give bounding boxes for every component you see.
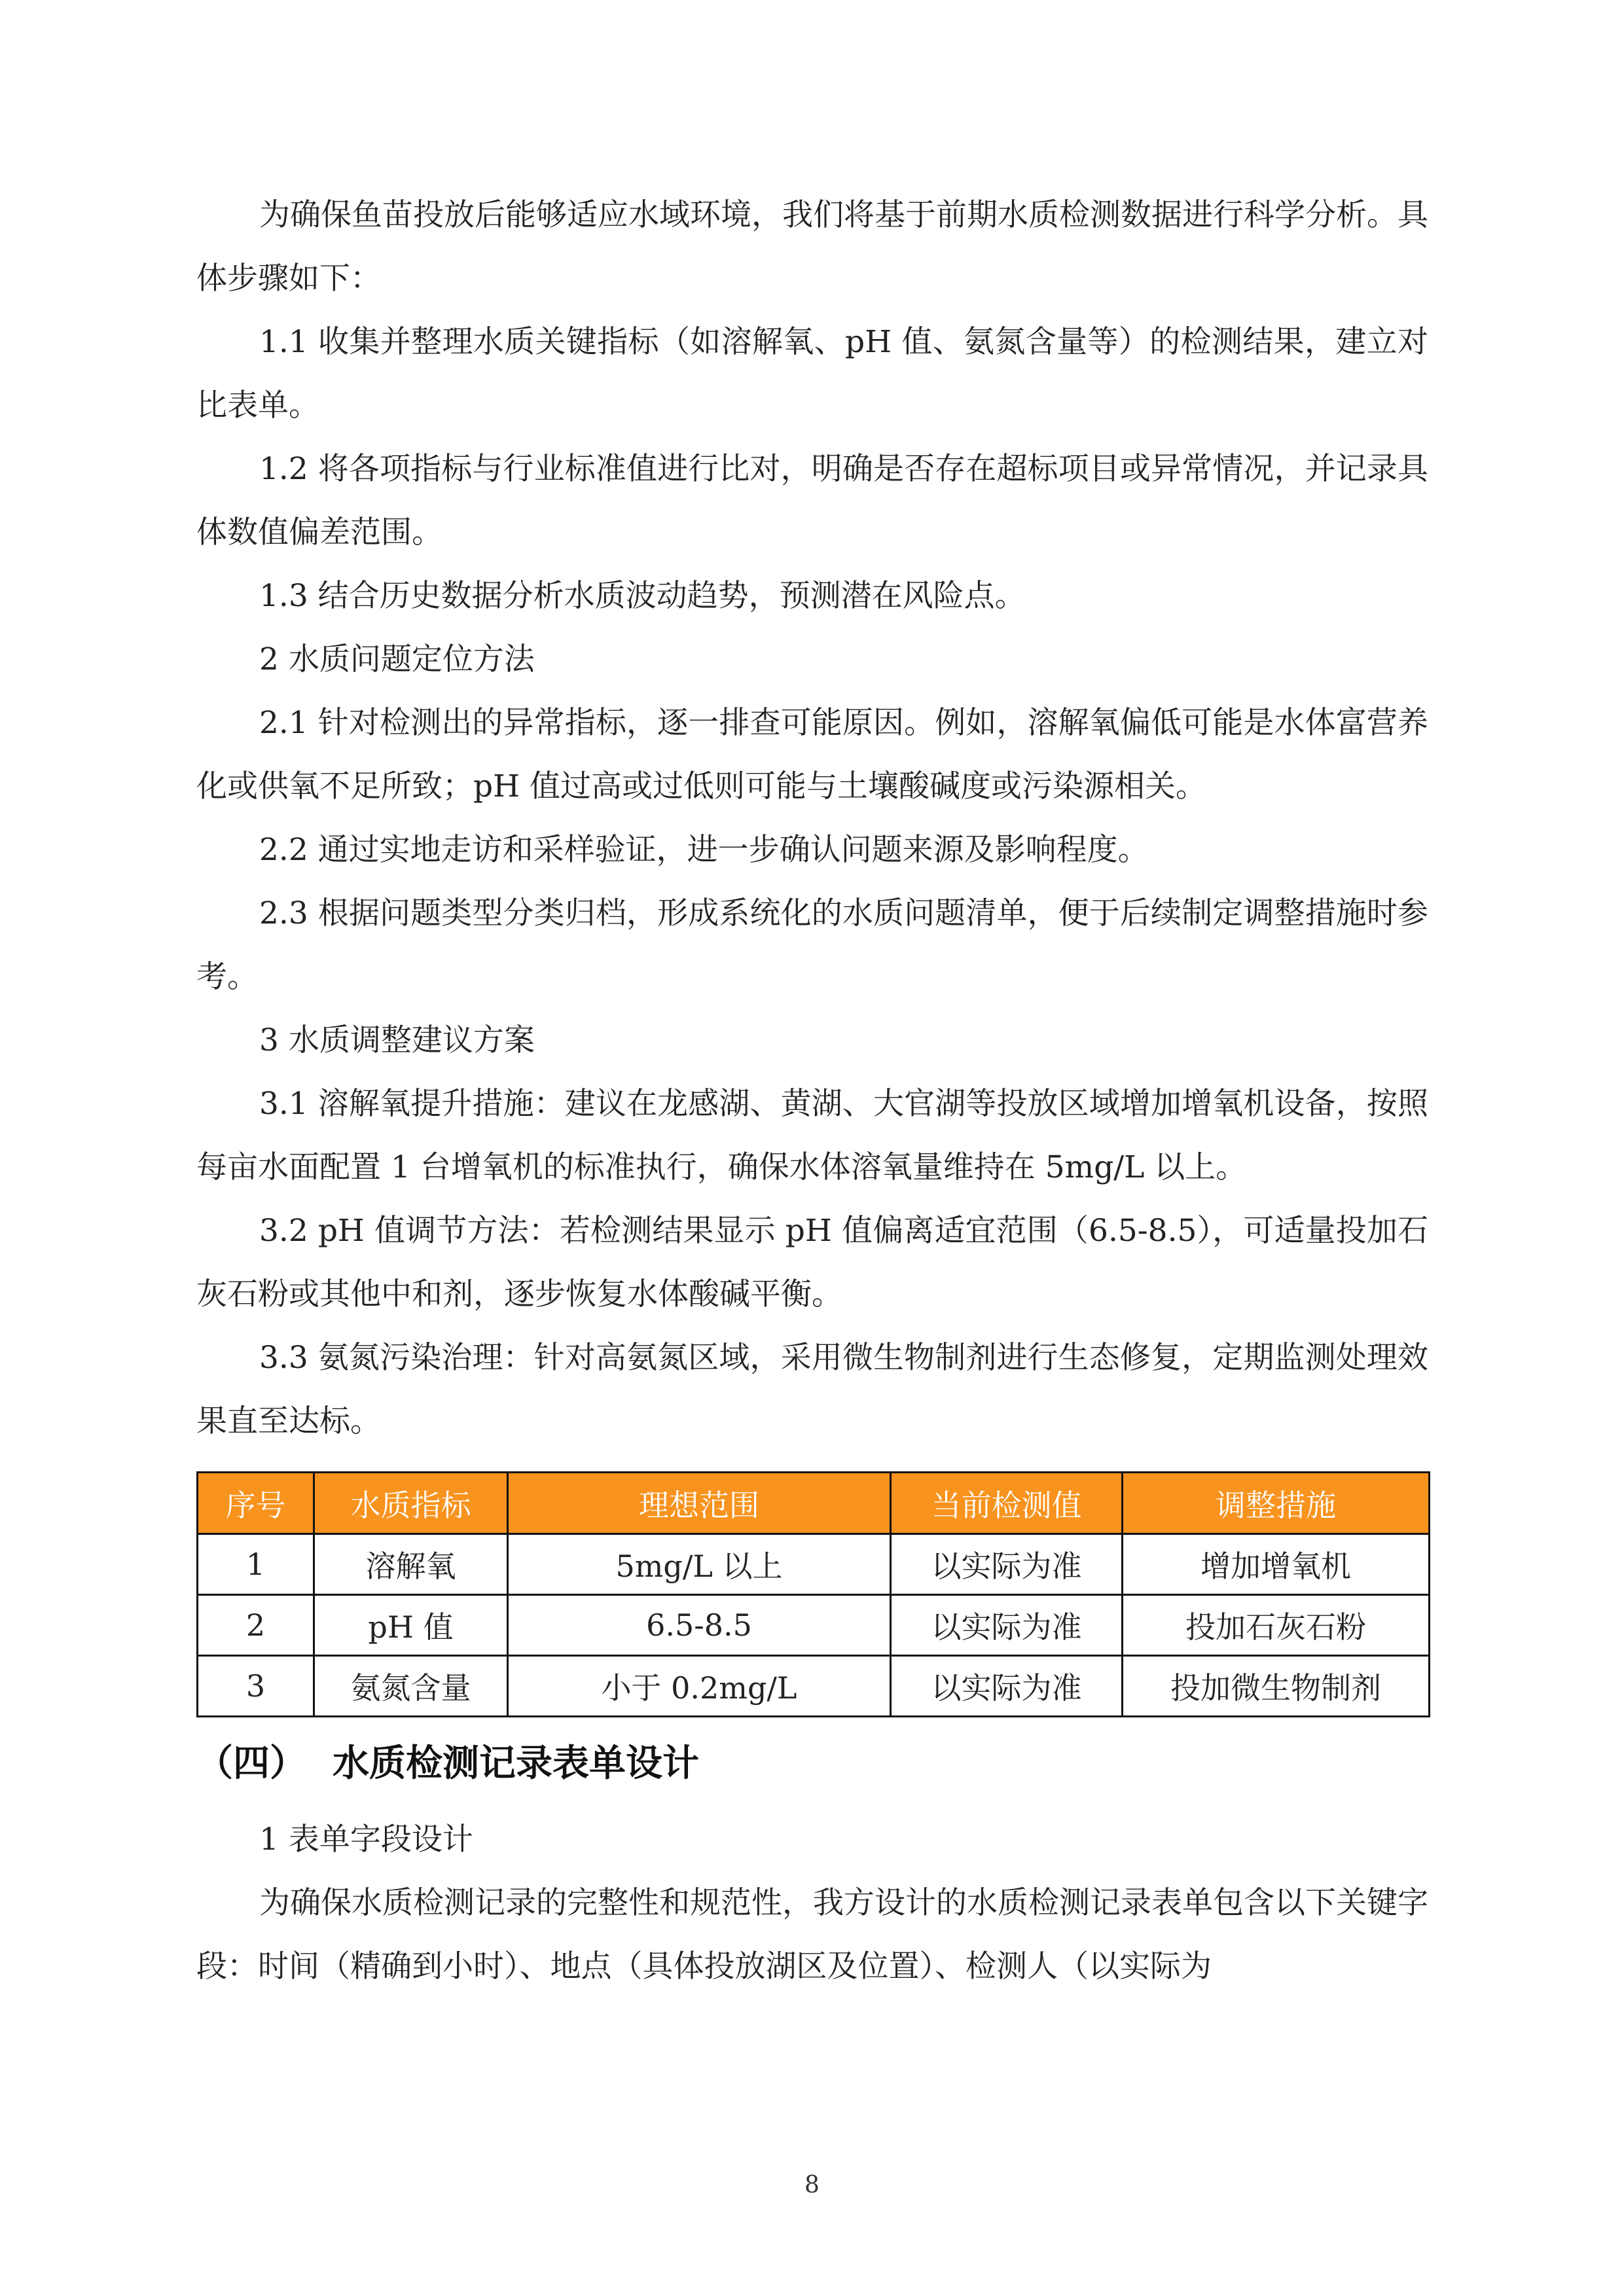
water-quality-table (196, 1471, 1430, 1717)
table-cell: 氨氮含量 (314, 1656, 508, 1717)
paragraph-1-3: 1.3 结合历史数据分析水质波动趋势，预测潜在风险点。 (259, 578, 1026, 614)
table-cell: 以实际为准 (891, 1595, 1123, 1656)
table-cell: 增加增氧机 (1123, 1534, 1430, 1595)
table-cell: 1 (198, 1534, 314, 1595)
table-cell: 溶解氧 (314, 1534, 508, 1595)
table-cell: 投加微生物制剂 (1123, 1656, 1430, 1717)
table-row (198, 1534, 1430, 1595)
section-title: 水质检测记录表单设计 (333, 1742, 699, 1785)
section-number: （四） (196, 1742, 306, 1785)
table-row (198, 1656, 1430, 1717)
section-heading (196, 1734, 699, 1787)
subheading-2: 2 水质问题定位方法 (259, 641, 535, 677)
header-cell: 当前检测值 (891, 1473, 1123, 1534)
table-cell: 以实际为准 (891, 1534, 1123, 1595)
header-cell: 水质指标 (314, 1473, 508, 1534)
table-row (198, 1595, 1430, 1656)
table-cell: 3 (198, 1656, 314, 1717)
header-cell: 调整措施 (1123, 1473, 1430, 1534)
table-cell: 6.5-8.5 (508, 1595, 891, 1656)
table-header-row (198, 1473, 1430, 1534)
paragraph-2-2: 2.2 通过实地走访和采样验证，进一步确认问题来源及影响程度。 (259, 832, 1149, 868)
table-cell: pH 值 (314, 1595, 508, 1656)
subheading-3: 3 水质调整建议方案 (259, 1022, 535, 1058)
paragraph-intro: 为确保鱼苗投放后能够适应水域环境，我们将基于前期水质检测数据进行科学分析。具体步骤如下： (196, 197, 1428, 296)
paragraph-1-2: 1.2 将各项指标与行业标准值进行比对，明确是否存在超标项目或异常情况，并记录具体数值偏差范围。 (196, 451, 1428, 550)
header-cell: 序号 (198, 1473, 314, 1534)
paragraph-1-1: 1.1 收集并整理水质关键指标（如溶解氧、pH 值、氨氮含量等）的检测结果，建立对比表单。 (196, 324, 1428, 423)
table-cell: 以实际为准 (891, 1656, 1123, 1717)
table-cell: 小于 0.2mg/L (508, 1656, 891, 1717)
subheading-form-fields: 1 表单字段设计 (259, 1821, 473, 1857)
header-cell: 理想范围 (508, 1473, 891, 1534)
paragraph-2-3: 2.3 根据问题类型分类归档，形成系统化的水质问题清单，便于后续制定调整措施时参考。 (196, 895, 1428, 995)
table-cell: 投加石灰石粉 (1123, 1595, 1430, 1656)
page-number: 8 (804, 2172, 820, 2198)
paragraph-3-1: 3.1 溶解氧提升措施：建议在龙感湖、黄湖、大官湖等投放区域增加增氧机设备，按照每亩水面配置 1 台增氧机的标准执行，确保水体溶氧量维持在 5mg/L 以上。 (196, 1086, 1428, 1185)
paragraph-3-3: 3.3 氨氮污染治理：针对高氨氮区域，采用微生物制剂进行生态修复，定期监测处理效果直至达标。 (196, 1340, 1428, 1439)
paragraph-form-fields: 为确保水质检测记录的完整性和规范性，我方设计的水质检测记录表单包含以下关键字段：时间（精确到小时）、地点（具体投放湖区及位置）、检测人（以实际为 (196, 1885, 1428, 1984)
table-cell: 2 (198, 1595, 314, 1656)
paragraph-2-1: 2.1 针对检测出的异常指标，逐一排查可能原因。例如，溶解氧偏低可能是水体富营养化或供氧不足所致；pH 值过高或过低则可能与土壤酸碱度或污染源相关。 (196, 705, 1428, 804)
table-cell: 5mg/L 以上 (508, 1534, 891, 1595)
paragraph-3-2: 3.2 pH 值调节方法：若检测结果显示 pH 值偏离适宜范围（6.5-8.5），可适量投加石灰石粉或其他中和剂，逐步恢复水体酸碱平衡。 (196, 1213, 1428, 1312)
